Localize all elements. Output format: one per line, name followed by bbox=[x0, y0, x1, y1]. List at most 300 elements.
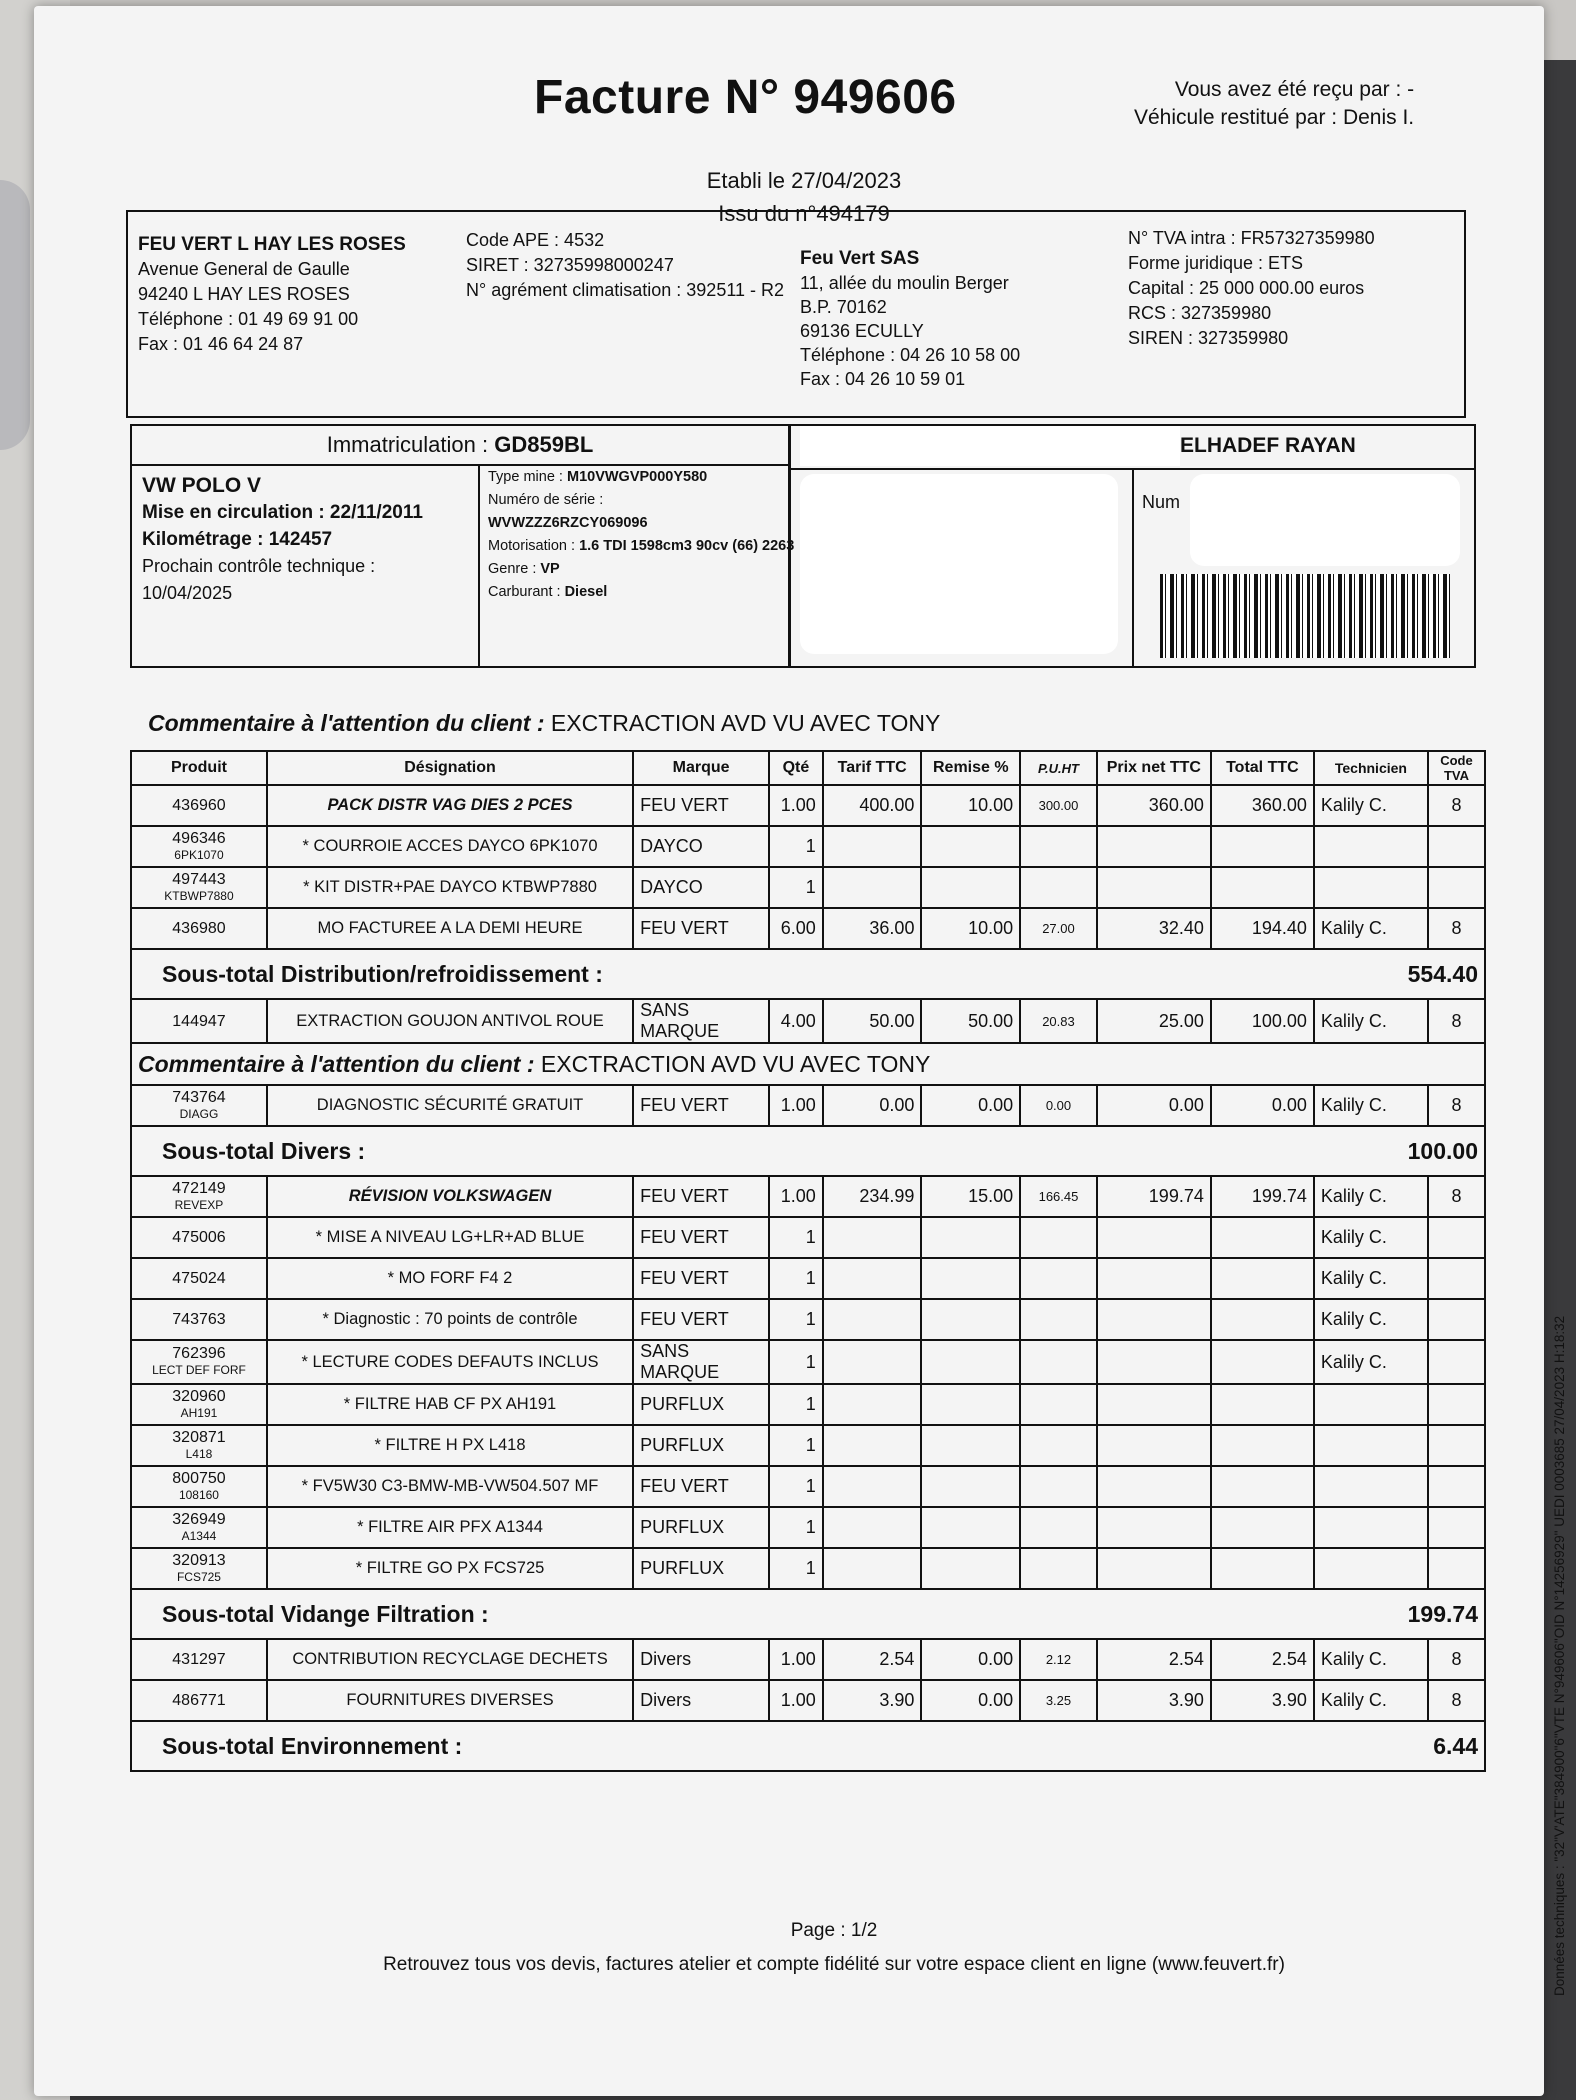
table-row bbox=[131, 1299, 1485, 1340]
cell-puht bbox=[1020, 1507, 1097, 1548]
cell-prix-net bbox=[1097, 867, 1211, 908]
cell-code-tva bbox=[1428, 1466, 1485, 1507]
store-info bbox=[138, 232, 406, 357]
product-code: 762396 bbox=[172, 1345, 226, 1362]
genre: VP bbox=[540, 561, 560, 577]
controle-date: 10/04/2025 bbox=[142, 583, 233, 603]
cell-designation: * COURROIE ACCES DAYCO 6PK1070 bbox=[267, 826, 633, 867]
cell-puht bbox=[1020, 826, 1097, 867]
table-row bbox=[131, 908, 1485, 949]
cell-produit bbox=[131, 1680, 267, 1721]
legal-line: Forme juridique : ETS bbox=[1128, 253, 1304, 273]
product-code: 497443 bbox=[172, 870, 226, 888]
cell-tarif bbox=[823, 867, 922, 908]
product-code: 144947 bbox=[172, 1012, 226, 1030]
cell-puht bbox=[1020, 1548, 1097, 1589]
cell-prix-net bbox=[1097, 1548, 1211, 1589]
cell-total bbox=[1211, 1258, 1314, 1299]
immat-label: Immatriculation : bbox=[326, 432, 489, 457]
invoice-title: Facture N° 949606 bbox=[534, 71, 957, 124]
company-line: 69136 ECULLY bbox=[800, 321, 924, 341]
table-row bbox=[131, 826, 1485, 867]
table-row bbox=[131, 1340, 1485, 1384]
cell-code-tva: 8 bbox=[1428, 1639, 1485, 1680]
legal-info bbox=[1128, 226, 1375, 351]
cell-technicien: Kalily C. bbox=[1314, 1258, 1428, 1299]
cell-code-tva bbox=[1428, 1217, 1485, 1258]
reception-info bbox=[1134, 76, 1414, 132]
cell-designation: FOURNITURES DIVERSES bbox=[267, 1680, 633, 1721]
subtotal-value: 100.00 bbox=[1314, 1126, 1485, 1176]
kilometrage: Kilométrage : 142457 bbox=[142, 529, 333, 550]
vehicle-details bbox=[488, 466, 794, 604]
cell-marque: Divers bbox=[633, 1680, 769, 1721]
store-codes bbox=[466, 228, 784, 303]
cell-produit bbox=[131, 1085, 267, 1126]
cell-designation: * FILTRE AIR PFX A1344 bbox=[267, 1507, 633, 1548]
serie: WVWZZZ6RZCY069096 bbox=[488, 515, 648, 531]
cell-tarif bbox=[823, 1258, 922, 1299]
cell-total: 199.74 bbox=[1211, 1176, 1314, 1217]
subtotal-value: 199.74 bbox=[1314, 1589, 1485, 1639]
cell-puht bbox=[1020, 1258, 1097, 1299]
comment-cell bbox=[131, 1043, 1485, 1085]
cell-qte: 1 bbox=[769, 1425, 823, 1466]
cell-remise bbox=[921, 1425, 1020, 1466]
cell-marque: PURFLUX bbox=[633, 1507, 769, 1548]
cell-remise: 50.00 bbox=[921, 999, 1020, 1043]
vehicle-model: VW POLO V bbox=[142, 474, 262, 497]
immat-value: GD859BL bbox=[494, 432, 594, 457]
motor: 1.6 TDI 1598cm3 90cv (66) 2263 bbox=[579, 538, 795, 554]
company-line: Téléphone : 04 26 10 58 00 bbox=[800, 345, 1021, 365]
cell-produit bbox=[131, 1639, 267, 1680]
cell-technicien bbox=[1314, 867, 1428, 908]
cell-qte: 1.00 bbox=[769, 1176, 823, 1217]
cell-marque: Divers bbox=[633, 1639, 769, 1680]
cell-total bbox=[1211, 1340, 1314, 1384]
cell-remise bbox=[921, 1258, 1020, 1299]
cell-produit bbox=[131, 999, 267, 1043]
cell-marque: FEU VERT bbox=[633, 1085, 769, 1126]
product-code: 436960 bbox=[172, 797, 226, 814]
technical-note: Données techniques : "32"V'ATE"384900"6"VTE N°949606"OID N°14256929" UEDI 0003685 27/04/2023 H:18:32 bbox=[1552, 1315, 1567, 1996]
legal-line: SIREN : 327359980 bbox=[1128, 328, 1289, 348]
cell-remise bbox=[921, 1217, 1020, 1258]
cell-prix-net bbox=[1097, 1299, 1211, 1340]
store-line: Avenue General de Gaulle bbox=[138, 259, 350, 279]
etabli-date: Etabli le 27/04/2023 bbox=[706, 168, 902, 193]
cell-prix-net: 3.90 bbox=[1097, 1680, 1211, 1721]
product-code: 326949 bbox=[172, 1510, 226, 1528]
cell-remise bbox=[921, 826, 1020, 867]
cell-total: 0.00 bbox=[1211, 1085, 1314, 1126]
cell-prix-net: 2.54 bbox=[1097, 1639, 1211, 1680]
cell-designation: RÉVISION VOLKSWAGEN bbox=[267, 1176, 633, 1217]
table-row bbox=[131, 999, 1485, 1043]
cell-prix-net: 199.74 bbox=[1097, 1176, 1211, 1217]
comment-label: Commentaire à l'attention du client : bbox=[148, 710, 545, 736]
company-info bbox=[800, 246, 1020, 391]
subtotal-label: Sous-total Vidange Filtration : bbox=[131, 1589, 1314, 1639]
cell-remise bbox=[921, 1384, 1020, 1425]
cell-marque: PURFLUX bbox=[633, 1384, 769, 1425]
cell-puht: 27.00 bbox=[1020, 908, 1097, 949]
product-ref: FCS725 bbox=[176, 1569, 221, 1584]
cell-total bbox=[1211, 867, 1314, 908]
product-code: 486771 bbox=[172, 1692, 226, 1709]
col-header: Prix net TTC bbox=[1097, 751, 1211, 785]
store-line: Téléphone : 01 49 69 91 00 bbox=[138, 309, 359, 329]
cell-code-tva bbox=[1428, 1548, 1485, 1589]
product-code: 320913 bbox=[172, 1551, 226, 1569]
col-header: Qté bbox=[769, 751, 823, 785]
table-body bbox=[131, 785, 1485, 1771]
legal-line: Capital : 25 000 000.00 euros bbox=[1128, 278, 1365, 298]
cell-technicien bbox=[1314, 826, 1428, 867]
cell-marque: FEU VERT bbox=[633, 1258, 769, 1299]
company-block bbox=[126, 210, 1466, 418]
cell-tarif bbox=[823, 1340, 922, 1384]
product-ref: DIAGG bbox=[179, 1106, 219, 1121]
vehicle-client-block bbox=[130, 424, 1476, 668]
cell-qte: 1 bbox=[769, 826, 823, 867]
code-line: Code APE : 4532 bbox=[466, 230, 605, 250]
cell-marque: DAYCO bbox=[633, 826, 769, 867]
col-header: Tarif TTC bbox=[823, 751, 922, 785]
cell-puht: 3.25 bbox=[1020, 1680, 1097, 1721]
cell-puht: 20.83 bbox=[1020, 999, 1097, 1043]
invoice-paper bbox=[34, 6, 1567, 2096]
cell-tarif: 2.54 bbox=[823, 1639, 922, 1680]
cell-prix-net bbox=[1097, 1507, 1211, 1548]
cell-total bbox=[1211, 1425, 1314, 1466]
cell-qte: 1 bbox=[769, 1299, 823, 1340]
cell-technicien bbox=[1314, 1507, 1428, 1548]
code-line: SIRET : 32735998000247 bbox=[466, 255, 674, 275]
client-name: ELHADEF RAYAN bbox=[1180, 434, 1356, 457]
cell-tarif: 50.00 bbox=[823, 999, 922, 1043]
table-header bbox=[131, 751, 1485, 785]
restitue-par: Véhicule restitué par : Denis I. bbox=[1134, 106, 1415, 129]
cell-prix-net: 360.00 bbox=[1097, 785, 1211, 826]
cell-total: 194.40 bbox=[1211, 908, 1314, 949]
cell-code-tva bbox=[1428, 867, 1485, 908]
footer-text: Retrouvez tous vos devis, factures atelier et compte fidélité sur votre espace client en ligne (www.feuvert.fr) bbox=[383, 1954, 1285, 1975]
cell-technicien: Kalily C. bbox=[1314, 785, 1428, 826]
redaction bbox=[800, 474, 1118, 654]
vehicle-summary bbox=[142, 472, 423, 607]
cell-puht: 0.00 bbox=[1020, 1085, 1097, 1126]
cell-code-tva bbox=[1428, 1507, 1485, 1548]
cell-puht bbox=[1020, 1299, 1097, 1340]
cell-designation: * FV5W30 C3-BMW-MB-VW504.507 MF bbox=[267, 1466, 633, 1507]
cell-qte: 1 bbox=[769, 1466, 823, 1507]
cell-remise: 0.00 bbox=[921, 1680, 1020, 1721]
genre-label: Genre : bbox=[488, 561, 537, 577]
cell-remise: 15.00 bbox=[921, 1176, 1020, 1217]
cell-total: 3.90 bbox=[1211, 1680, 1314, 1721]
cell-tarif bbox=[823, 1507, 922, 1548]
cell-tarif bbox=[823, 1384, 922, 1425]
cell-produit bbox=[131, 1299, 267, 1340]
cell-designation: * FILTRE GO PX FCS725 bbox=[267, 1548, 633, 1589]
cell-qte: 1 bbox=[769, 1340, 823, 1384]
cell-marque: PURFLUX bbox=[633, 1425, 769, 1466]
issu-du: Issu du n°494179 bbox=[718, 201, 890, 226]
product-ref: KTBWP7880 bbox=[164, 888, 234, 903]
comment-label: Commentaire à l'attention du client : bbox=[138, 1050, 535, 1077]
product-code: 743763 bbox=[172, 1311, 226, 1328]
product-ref: L418 bbox=[185, 1446, 213, 1461]
cell-marque: FEU VERT bbox=[633, 1466, 769, 1507]
cell-produit bbox=[131, 1176, 267, 1217]
table-row bbox=[131, 1258, 1485, 1299]
cell-remise bbox=[921, 1466, 1020, 1507]
cell-designation: * FILTRE H PX L418 bbox=[267, 1425, 633, 1466]
cell-remise: 0.00 bbox=[921, 1639, 1020, 1680]
comment-text: EXCTRACTION AVD VU AVEC TONY bbox=[550, 710, 941, 736]
cell-total bbox=[1211, 1299, 1314, 1340]
legal-line: RCS : 327359980 bbox=[1128, 303, 1272, 323]
product-ref: 6PK1070 bbox=[174, 847, 224, 862]
store-name: FEU VERT L HAY LES ROSES bbox=[138, 234, 406, 255]
cell-tarif bbox=[823, 826, 922, 867]
cell-total bbox=[1211, 1217, 1314, 1258]
mise-en-circulation: Mise en circulation : 22/11/2011 bbox=[142, 502, 423, 523]
type-mine-label: Type mine : bbox=[488, 469, 563, 485]
cell-tarif: 0.00 bbox=[823, 1085, 922, 1126]
cell-total: 100.00 bbox=[1211, 999, 1314, 1043]
cell-code-tva bbox=[1428, 1340, 1485, 1384]
cell-designation: * Diagnostic : 70 points de contrôle bbox=[267, 1299, 633, 1340]
product-ref: 108160 bbox=[178, 1487, 219, 1502]
cell-total bbox=[1211, 826, 1314, 867]
cell-qte: 1.00 bbox=[769, 785, 823, 826]
cell-prix-net bbox=[1097, 1466, 1211, 1507]
cell-technicien bbox=[1314, 1548, 1428, 1589]
table-row bbox=[131, 1425, 1485, 1466]
cell-code-tva bbox=[1428, 1258, 1485, 1299]
client-comment bbox=[148, 710, 940, 737]
page-number: Page : 1/2 bbox=[790, 1920, 878, 1941]
cell-prix-net bbox=[1097, 1258, 1211, 1299]
col-header: Produit bbox=[131, 751, 267, 785]
cell-puht: 300.00 bbox=[1020, 785, 1097, 826]
store-line: 94240 L HAY LES ROSES bbox=[138, 284, 350, 304]
cell-produit bbox=[131, 908, 267, 949]
cell-tarif: 3.90 bbox=[823, 1680, 922, 1721]
serie-label: Numéro de série : bbox=[488, 492, 604, 508]
cell-puht bbox=[1020, 1425, 1097, 1466]
cell-remise bbox=[921, 1507, 1020, 1548]
cell-qte: 1 bbox=[769, 1548, 823, 1589]
cell-total: 360.00 bbox=[1211, 785, 1314, 826]
cell-tarif bbox=[823, 1425, 922, 1466]
subtotal-row bbox=[131, 1721, 1485, 1771]
col-header: Code TVA bbox=[1428, 751, 1485, 785]
barcode bbox=[1160, 574, 1450, 658]
cell-qte: 1 bbox=[769, 1507, 823, 1548]
cell-puht bbox=[1020, 1217, 1097, 1258]
cell-technicien: Kalily C. bbox=[1314, 1639, 1428, 1680]
cell-marque: FEU VERT bbox=[633, 785, 769, 826]
cell-qte: 1.00 bbox=[769, 1085, 823, 1126]
cell-code-tva: 8 bbox=[1428, 908, 1485, 949]
cell-remise bbox=[921, 1299, 1020, 1340]
cell-qte: 1 bbox=[769, 1258, 823, 1299]
cell-technicien: Kalily C. bbox=[1314, 1085, 1428, 1126]
carb: Diesel bbox=[564, 584, 608, 600]
footer bbox=[334, 1914, 1334, 1982]
cell-remise: 10.00 bbox=[921, 908, 1020, 949]
cell-marque: FEU VERT bbox=[633, 1176, 769, 1217]
cell-total bbox=[1211, 1548, 1314, 1589]
col-header: P.U.HT bbox=[1020, 751, 1097, 785]
cell-qte: 4.00 bbox=[769, 999, 823, 1043]
cell-prix-net: 25.00 bbox=[1097, 999, 1211, 1043]
client-num-label: Num bbox=[1142, 492, 1181, 512]
product-ref: REVEXP bbox=[174, 1197, 224, 1212]
cell-designation: CONTRIBUTION RECYCLAGE DECHETS bbox=[267, 1639, 633, 1680]
cell-produit bbox=[131, 1507, 267, 1548]
product-code: 475024 bbox=[172, 1270, 226, 1287]
cell-code-tva: 8 bbox=[1428, 785, 1485, 826]
store-line: Fax : 01 46 64 24 87 bbox=[138, 334, 304, 354]
cell-designation: MO FACTUREE A LA DEMI HEURE bbox=[267, 908, 633, 949]
table-row bbox=[131, 1466, 1485, 1507]
cell-prix-net bbox=[1097, 1384, 1211, 1425]
type-mine: M10VWGVP000Y580 bbox=[566, 469, 708, 485]
cell-marque: SANS MARQUE bbox=[633, 999, 769, 1043]
cell-technicien bbox=[1314, 1425, 1428, 1466]
company-line: B.P. 70162 bbox=[800, 297, 887, 317]
cell-tarif bbox=[823, 1299, 922, 1340]
cell-technicien: Kalily C. bbox=[1314, 1680, 1428, 1721]
cell-prix-net bbox=[1097, 1425, 1211, 1466]
subtotal-label: Sous-total Distribution/refroidissement : bbox=[131, 949, 1314, 999]
cell-produit bbox=[131, 1217, 267, 1258]
cell-technicien: Kalily C. bbox=[1314, 1299, 1428, 1340]
cell-remise bbox=[921, 867, 1020, 908]
cell-code-tva: 8 bbox=[1428, 1085, 1485, 1126]
cell-total bbox=[1211, 1384, 1314, 1425]
table-row bbox=[131, 1217, 1485, 1258]
cell-prix-net: 0.00 bbox=[1097, 1085, 1211, 1126]
col-header: Désignation bbox=[267, 751, 633, 785]
cell-qte: 1.00 bbox=[769, 1639, 823, 1680]
product-code: 496346 bbox=[172, 829, 226, 847]
product-ref: A1344 bbox=[181, 1528, 217, 1543]
cell-qte: 6.00 bbox=[769, 908, 823, 949]
cell-prix-net bbox=[1097, 1217, 1211, 1258]
cell-technicien: Kalily C. bbox=[1314, 1340, 1428, 1384]
table-row bbox=[131, 785, 1485, 826]
divider bbox=[478, 464, 480, 668]
cell-marque: SANS MARQUE bbox=[633, 1340, 769, 1384]
cell-technicien: Kalily C. bbox=[1314, 1217, 1428, 1258]
cell-produit bbox=[131, 1548, 267, 1589]
table-row bbox=[131, 1639, 1485, 1680]
cell-code-tva bbox=[1428, 826, 1485, 867]
cell-produit bbox=[131, 867, 267, 908]
motor-label: Motorisation : bbox=[488, 538, 576, 554]
product-code: 320960 bbox=[172, 1387, 226, 1405]
product-code: 472149 bbox=[172, 1179, 226, 1197]
table-row bbox=[131, 1507, 1485, 1548]
invoice-table bbox=[130, 750, 1486, 1772]
redaction bbox=[800, 426, 1180, 466]
cell-code-tva bbox=[1428, 1384, 1485, 1425]
cell-designation: * FILTRE HAB CF PX AH191 bbox=[267, 1384, 633, 1425]
subtotal-value: 6.44 bbox=[1314, 1721, 1485, 1771]
col-header: Remise % bbox=[921, 751, 1020, 785]
comment-text: EXCTRACTION AVD VU AVEC TONY bbox=[540, 1050, 931, 1077]
cell-technicien: Kalily C. bbox=[1314, 999, 1428, 1043]
cell-tarif bbox=[823, 1217, 922, 1258]
product-code: 743764 bbox=[172, 1088, 226, 1106]
cell-produit bbox=[131, 1384, 267, 1425]
cell-remise: 0.00 bbox=[921, 1085, 1020, 1126]
cell-designation: * MO FORF F4 2 bbox=[267, 1258, 633, 1299]
cell-marque: PURFLUX bbox=[633, 1548, 769, 1589]
product-ref: AH191 bbox=[180, 1405, 218, 1420]
company-line: 11, allée du moulin Berger bbox=[800, 273, 1009, 293]
cell-code-tva: 8 bbox=[1428, 999, 1485, 1043]
cell-qte: 1 bbox=[769, 1384, 823, 1425]
legal-line: N° TVA intra : FR57327359980 bbox=[1128, 228, 1375, 248]
cell-qte: 1 bbox=[769, 867, 823, 908]
controle-label: Prochain contrôle technique : bbox=[142, 556, 376, 576]
cell-tarif bbox=[823, 1548, 922, 1589]
cell-remise: 10.00 bbox=[921, 785, 1020, 826]
cell-prix-net: 32.40 bbox=[1097, 908, 1211, 949]
cell-puht bbox=[1020, 1340, 1097, 1384]
product-code: 431297 bbox=[172, 1651, 226, 1668]
cell-designation: * MISE A NIVEAU LG+LR+AD BLUE bbox=[267, 1217, 633, 1258]
cell-technicien bbox=[1314, 1384, 1428, 1425]
cell-puht bbox=[1020, 867, 1097, 908]
immatriculation bbox=[132, 426, 788, 466]
table-row bbox=[131, 1680, 1485, 1721]
cell-code-tva bbox=[1428, 1299, 1485, 1340]
subtotal-row bbox=[131, 949, 1485, 999]
table-row bbox=[131, 1176, 1485, 1217]
cell-produit bbox=[131, 826, 267, 867]
cell-tarif: 36.00 bbox=[823, 908, 922, 949]
cell-code-tva bbox=[1428, 1425, 1485, 1466]
product-ref: LECT DEF FORF bbox=[152, 1363, 246, 1377]
subtotal-label: Sous-total Environnement : bbox=[131, 1721, 1314, 1771]
col-header: Technicien bbox=[1314, 751, 1428, 785]
cell-designation: * KIT DISTR+PAE DAYCO KTBWP7880 bbox=[267, 867, 633, 908]
cell-code-tva: 8 bbox=[1428, 1680, 1485, 1721]
subtotal-value: 554.40 bbox=[1314, 949, 1485, 999]
cell-remise bbox=[921, 1548, 1020, 1589]
col-header: Marque bbox=[633, 751, 769, 785]
cell-total bbox=[1211, 1507, 1314, 1548]
table-row bbox=[131, 1548, 1485, 1589]
cell-prix-net bbox=[1097, 826, 1211, 867]
cell-designation: PACK DISTR VAG DIES 2 PCES bbox=[267, 785, 633, 826]
cell-code-tva: 8 bbox=[1428, 1176, 1485, 1217]
table-row bbox=[131, 1384, 1485, 1425]
cell-technicien bbox=[1314, 1466, 1428, 1507]
cell-puht: 2.12 bbox=[1020, 1639, 1097, 1680]
cell-produit bbox=[131, 1466, 267, 1507]
recu-par: Vous avez été reçu par : - bbox=[1174, 78, 1415, 101]
table-row bbox=[131, 867, 1485, 908]
